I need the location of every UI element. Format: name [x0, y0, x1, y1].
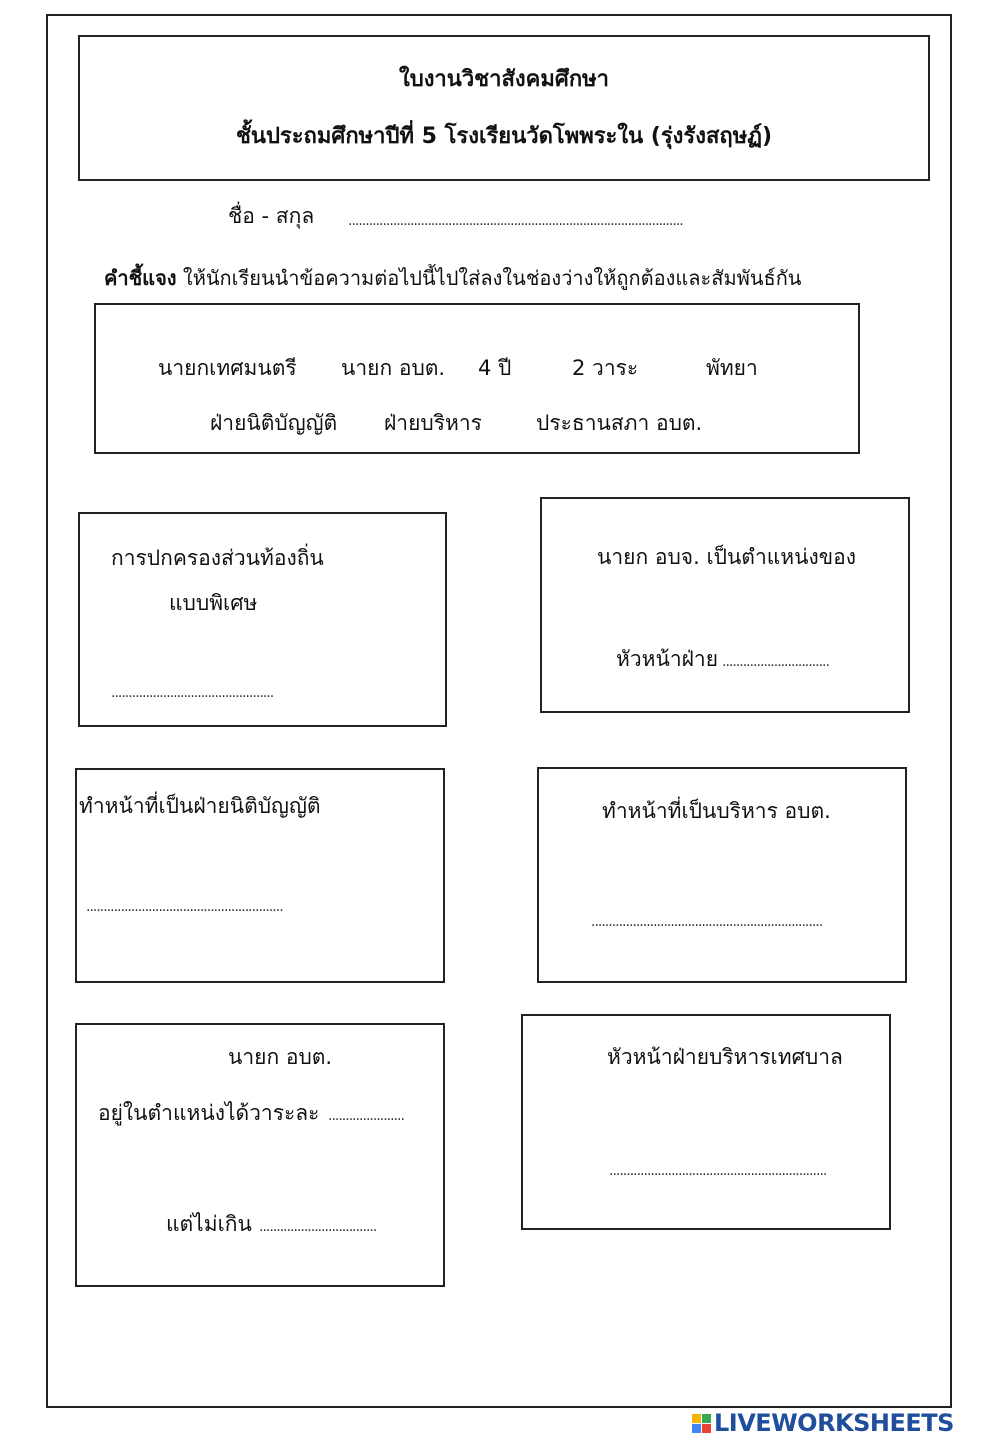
answer-blank[interactable]: ...............................	[722, 654, 829, 670]
box-executive	[537, 767, 907, 983]
liveworksheets-logo[interactable]	[692, 1410, 954, 1436]
logo-square	[702, 1424, 711, 1433]
box-special-local	[78, 512, 447, 727]
worksheet-subtitle: ชั้นประถมศึกษาปีที่ 5 โรงเรียนวัดโพพระใน (รุ่งรังสฤษฏ์)	[235, 124, 773, 149]
word-bank-item[interactable]: ฝ่ายนิติบัญญัติ	[210, 411, 338, 435]
box-text: หัวหน้าฝ่ายบริหารเทศบาล	[607, 1045, 843, 1069]
answer-blank[interactable]: .........................................................	[86, 899, 283, 915]
box-sao-mayor	[75, 1023, 445, 1287]
box-text: นายก อบต.	[228, 1045, 333, 1069]
name-label: ชื่อ - สกุล	[228, 204, 315, 228]
logo-mark-icon	[692, 1414, 711, 1433]
box-text: แต่ไม่เกิน	[166, 1212, 252, 1236]
box-text: ทำหน้าที่เป็นฝ่ายนิติบัญญัติ	[79, 794, 321, 818]
word-bank-item[interactable]: 2 วาระ	[572, 356, 639, 380]
box-text: แบบพิเศษ	[169, 591, 258, 615]
box-text: นายก อบจ. เป็นตำแหน่งของ	[597, 545, 856, 569]
instructions-text: ให้นักเรียนนำข้อความต่อไปนี้ไปใส่ลงในช่องว่างให้ถูกต้องและสัมพันธ์กัน	[182, 266, 802, 290]
box-municipal-head	[521, 1014, 891, 1230]
logo-square	[692, 1424, 701, 1433]
box-text: ทำหน้าที่เป็นบริหาร อบต.	[602, 799, 831, 823]
answer-blank[interactable]: ......................	[328, 1108, 404, 1124]
word-bank-item[interactable]: ฝ่ายบริหาร	[384, 411, 482, 435]
word-bank-box	[94, 303, 860, 454]
answer-blank[interactable]: ...............................................................	[609, 1163, 827, 1179]
worksheet-title: ใบงานวิชาสังคมศึกษา	[398, 67, 609, 92]
logo-square	[692, 1414, 701, 1423]
answer-blank[interactable]: ...................................................................	[591, 914, 823, 930]
header-box	[78, 35, 930, 181]
name-blank[interactable]: .................................................................................................	[348, 213, 683, 229]
logo-text: LIVEWORKSHEETS	[714, 1409, 954, 1437]
word-bank-item[interactable]: นายก อบต.	[341, 356, 446, 380]
word-bank-item[interactable]: พัทยา	[706, 356, 758, 380]
box-text: อยู่ในตำแหน่งได้วาระละ	[98, 1101, 320, 1125]
answer-blank[interactable]: ...............................................	[111, 685, 274, 701]
box-legislative	[75, 768, 445, 983]
word-bank-item[interactable]: 4 ปี	[478, 356, 512, 380]
box-pao-mayor	[540, 497, 910, 713]
word-bank-item[interactable]: นายกเทศมนตรี	[158, 356, 297, 380]
answer-blank[interactable]: ..................................	[259, 1219, 377, 1235]
instructions-label: คำชี้แจง	[104, 266, 177, 290]
logo-square	[702, 1414, 711, 1423]
instructions	[104, 268, 801, 288]
box-text: การปกครองส่วนท้องถิ่น	[111, 546, 324, 570]
word-bank-item[interactable]: ประธานสภา อบต.	[536, 411, 703, 435]
box-text: หัวหน้าฝ่าย	[616, 647, 719, 671]
